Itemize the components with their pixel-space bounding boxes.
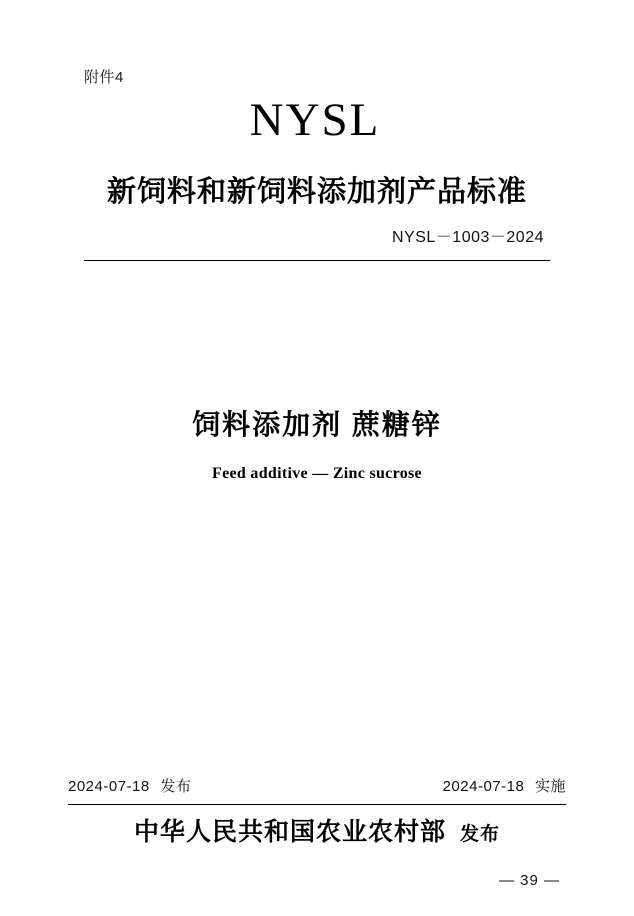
issuer-block: [0, 812, 634, 848]
issue-date: 2024-07-18: [68, 778, 150, 795]
implement-action-label: 实施: [534, 778, 566, 795]
standard-mark: NYSL: [249, 94, 381, 146]
issue-action-label: 发布: [160, 778, 192, 795]
standard-number: NYSL－1003－2024: [392, 228, 544, 246]
header-divider: [84, 260, 550, 261]
standard-header: [84, 95, 550, 247]
implement-date-group: [443, 775, 566, 796]
page-title: 饲料添加剂 蔗糖锌: [192, 409, 442, 440]
footer-dates: [68, 775, 566, 796]
issuer-name: 中华人民共和国农业农村部: [133, 818, 446, 846]
page-number: — 39 —: [498, 872, 560, 889]
footer-divider: [68, 804, 566, 805]
page-subtitle-english: Feed additive — Zinc sucrose: [212, 465, 422, 482]
implement-date: 2024-07-18: [442, 778, 525, 795]
issuer-action-label: 发布: [460, 824, 501, 845]
standard-number-row: [84, 224, 550, 247]
standard-title: 新饲料和新饲料添加剂产品标准: [106, 175, 527, 208]
attachment-label: 附件4: [84, 69, 124, 86]
title-block: [0, 403, 634, 483]
issue-date-group: [68, 775, 191, 796]
